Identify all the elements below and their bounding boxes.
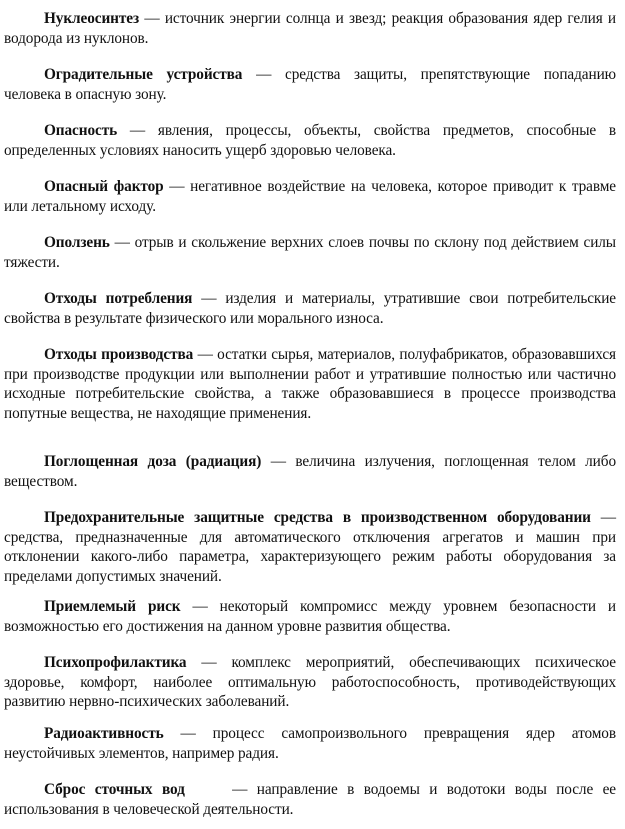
entry-definition: процесс самопроизвольного превращения ядер атомов неустойчивых элементов, например радия. bbox=[4, 725, 616, 762]
glossary-entry bbox=[4, 121, 616, 160]
entry-term: Поглощенная доза (радиация) bbox=[44, 453, 262, 470]
entry-term: Оградительные устройства bbox=[44, 66, 243, 83]
entry-separator: — bbox=[109, 234, 135, 251]
glossary-entry bbox=[4, 345, 616, 423]
entry-separator: — bbox=[242, 66, 286, 83]
glossary-entry bbox=[4, 597, 616, 636]
entry-term: Опасный фактор bbox=[44, 178, 164, 195]
entry-separator: — bbox=[590, 509, 617, 526]
glossary-entry bbox=[4, 508, 616, 586]
entry-term: Радиоактивность bbox=[44, 725, 164, 742]
glossary-entry bbox=[4, 233, 616, 272]
entry-definition: источник энергии солнца и звезд; реакция образования ядер гелия и водорода из нуклонов. bbox=[4, 10, 616, 47]
entry-separator: — bbox=[192, 290, 226, 307]
entry-definition: явления, процессы, объекты, свойства предметов, способные в определенных условиях наносить ущерб здоровью человека. bbox=[4, 122, 616, 159]
entry-term: Отходы производства bbox=[44, 346, 194, 363]
glossary-entry bbox=[4, 780, 620, 819]
entry-term: Опасность bbox=[44, 122, 118, 139]
entry-definition: остатки сырья, материалов, полуфабрикатов, образовавшихся при производстве продукции или выполнении работ и утратившие полностью или частично исходные потребительские свойства, а также образовавшиеся в процессе производства попутные вещества, не находящие применения. bbox=[4, 346, 616, 422]
entry-separator: — bbox=[139, 10, 165, 27]
entry-separator: — bbox=[186, 654, 232, 671]
entry-term: Психопрофилактика bbox=[44, 654, 187, 671]
entry-term: Сброс сточных вод bbox=[44, 781, 185, 798]
entry-definition: величина излучения, поглощенная телом либо веществом. bbox=[4, 453, 617, 490]
entry-separator: — bbox=[163, 725, 213, 742]
entry-term: Отходы потребления bbox=[44, 290, 193, 307]
glossary-entry bbox=[4, 724, 616, 763]
glossary-entry bbox=[4, 653, 616, 712]
entry-separator: — bbox=[193, 346, 218, 363]
entry-definition: отрыв и скольжение верхних слоев почвы по склону под действием силы тяжести. bbox=[4, 234, 616, 271]
entry-definition: изделия и материалы, утратившие свои потребительские свойства в результате физического или морального износа. bbox=[4, 290, 616, 327]
entry-term: Предохранительные защитные средства в производственном оборудовании bbox=[44, 509, 591, 526]
entry-separator: — bbox=[184, 781, 257, 798]
glossary-entry bbox=[4, 65, 616, 104]
entry-separator: — bbox=[261, 453, 296, 470]
glossary-entry bbox=[4, 289, 616, 328]
entry-definition: средства, предназначенные для автоматического отключения агрегатов и машин при отклонении какого-либо параметра, характеризующего режим работы оборудования за пределами допустимых значений. bbox=[4, 528, 616, 585]
glossary-entry bbox=[4, 452, 616, 491]
entry-definition: комплекс мероприятий, обеспечивающих психическое здоровье, комфорт, наиболее оптимальную работоспособность, противодействующих развитию нервно-психических заболеваний. bbox=[4, 654, 616, 710]
entry-separator: — bbox=[163, 178, 191, 195]
entry-definition: средства защиты, препятствующие попаданию человека в опасную зону. bbox=[4, 66, 616, 103]
glossary-entry bbox=[4, 177, 616, 216]
entry-definition: негативное воздействие на человека, которое приводит к травме или летальному исходу. bbox=[4, 178, 616, 215]
entry-term: Приемлемый риск bbox=[44, 598, 181, 615]
entry-separator: — bbox=[180, 598, 220, 615]
entry-term: Оползень bbox=[44, 234, 110, 251]
entry-definition: некоторый компромисс между уровнем безопасности и возможностью его достижения на данном уровне развития общества. bbox=[4, 598, 616, 635]
entry-term: Нуклеосинтез bbox=[44, 10, 140, 27]
entry-separator: — bbox=[117, 122, 158, 139]
glossary-entry bbox=[4, 9, 616, 48]
entry-definition: направление в водоемы и водотоки воды после ее использования в человеческой деятельности. bbox=[4, 781, 620, 818]
